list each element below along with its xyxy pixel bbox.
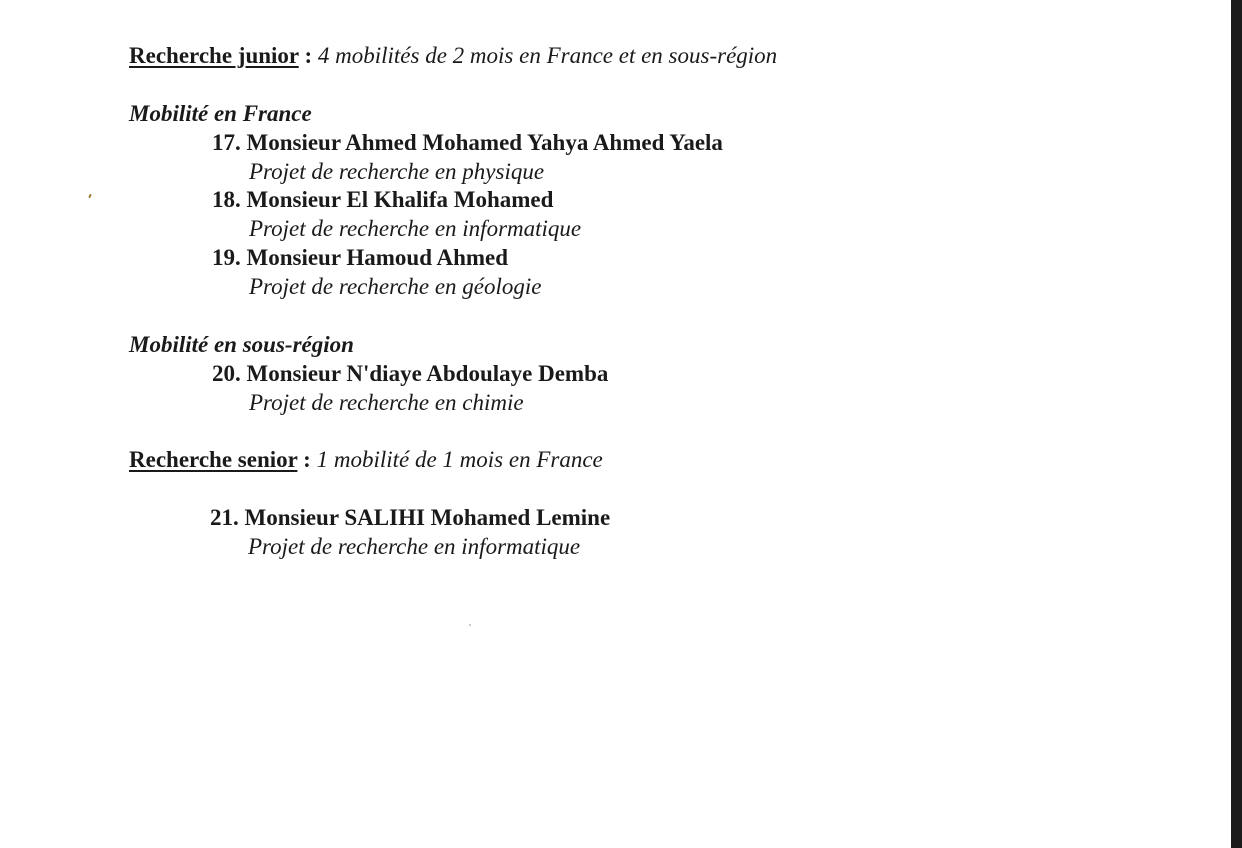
scan-speck xyxy=(88,194,92,198)
senior-heading-description: 1 mobilité de 1 mois en France xyxy=(316,447,603,472)
senior-heading xyxy=(129,446,603,474)
senior-heading-colon: : xyxy=(297,447,317,472)
france-subheading: Mobilité en France xyxy=(129,101,312,126)
junior-heading xyxy=(129,42,777,70)
list-item-name: 20. Monsieur N'diaye Abdoulaye Demba xyxy=(212,361,609,386)
list-item-name: 18. Monsieur El Khalifa Mohamed xyxy=(212,187,554,212)
page-edge-shadow xyxy=(1231,0,1242,848)
list-item-project: Projet de recherche en géologie xyxy=(249,274,542,299)
junior-heading-description: 4 mobilités de 2 mois en France et en sous-région xyxy=(317,43,778,68)
list-item-name: 21. Monsieur SALIHI Mohamed Lemine xyxy=(210,505,611,530)
junior-heading-label: Recherche junior xyxy=(129,43,299,68)
scan-speck xyxy=(469,624,471,626)
list-item-project: Projet de recherche en informatique xyxy=(248,534,581,559)
junior-heading-colon: : xyxy=(298,43,318,68)
list-item-project: Projet de recherche en chimie xyxy=(249,390,524,415)
list-item-name: 17. Monsieur Ahmed Mohamed Yahya Ahmed Yaela xyxy=(212,130,723,155)
list-item-project: Projet de recherche en physique xyxy=(249,159,545,184)
list-item-project: Projet de recherche en informatique xyxy=(249,216,582,241)
senior-heading-label: Recherche senior xyxy=(129,447,298,472)
list-item-name: 19. Monsieur Hamoud Ahmed xyxy=(212,245,509,270)
sous-region-subheading: Mobilité en sous-région xyxy=(129,332,354,357)
